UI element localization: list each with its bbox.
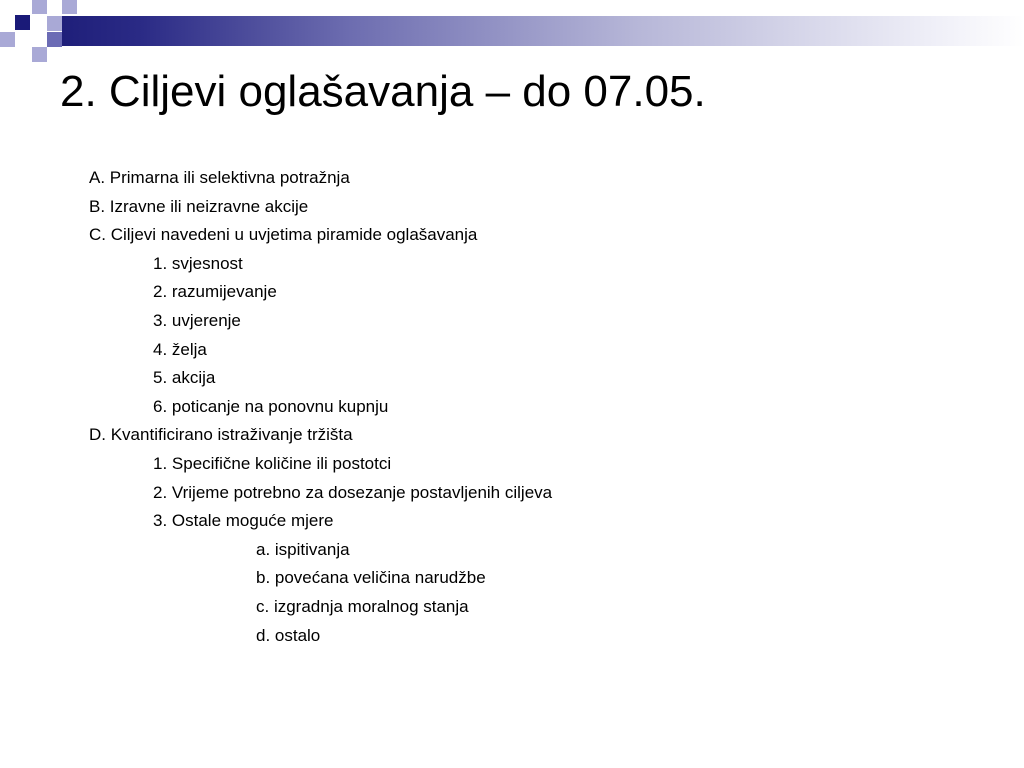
list-item-level-2: a. ispitivanja xyxy=(256,539,350,559)
list-item-level-0: C. Ciljevi navedeni u uvjetima piramide oglašavanja xyxy=(89,225,478,245)
list-item-level-2: c. izgradnja moralnog stanja xyxy=(256,597,469,616)
list-item-level-0: A. Primarna ili selektivna potražnja xyxy=(89,168,350,187)
header-gradient-bar xyxy=(62,16,1024,46)
list-item-level-1: 4. želja xyxy=(153,339,207,359)
list-item-level-1: 2. razumijevanje xyxy=(153,282,277,302)
list-item-level-2: d. ostalo xyxy=(256,625,321,645)
square-light xyxy=(0,32,15,47)
list-item-level-0: B. Izravne ili neizravne akcije xyxy=(89,196,309,216)
square-light xyxy=(62,0,77,14)
square-light xyxy=(32,0,47,14)
slide-title: 2. Ciljevi oglašavanja – do 07.05. xyxy=(60,67,706,116)
square-light xyxy=(32,47,47,62)
list-item-level-2: b. povećana veličina narudžbe xyxy=(256,568,486,588)
square-navy xyxy=(15,15,30,30)
list-item-level-1: 2. Vrijeme potrebno za dosezanje postavljenih ciljeva xyxy=(153,482,553,502)
list-item-level-0: D. Kvantificirano istraživanje tržišta xyxy=(89,425,353,445)
list-item-level-1: 6. poticanje na ponovnu kupnju xyxy=(153,396,389,416)
list-item-level-1: 5. akcija xyxy=(153,368,216,388)
list-item-level-1: 1. Specifične količine ili postotci xyxy=(153,454,392,473)
list-item-level-1: 1. svjesnost xyxy=(153,253,243,273)
list-item-level-1: 3. uvjerenje xyxy=(153,311,241,330)
square-light xyxy=(47,16,62,31)
square-mid xyxy=(47,32,62,47)
list-item-level-1: 3. Ostale moguće mjere xyxy=(153,511,334,531)
